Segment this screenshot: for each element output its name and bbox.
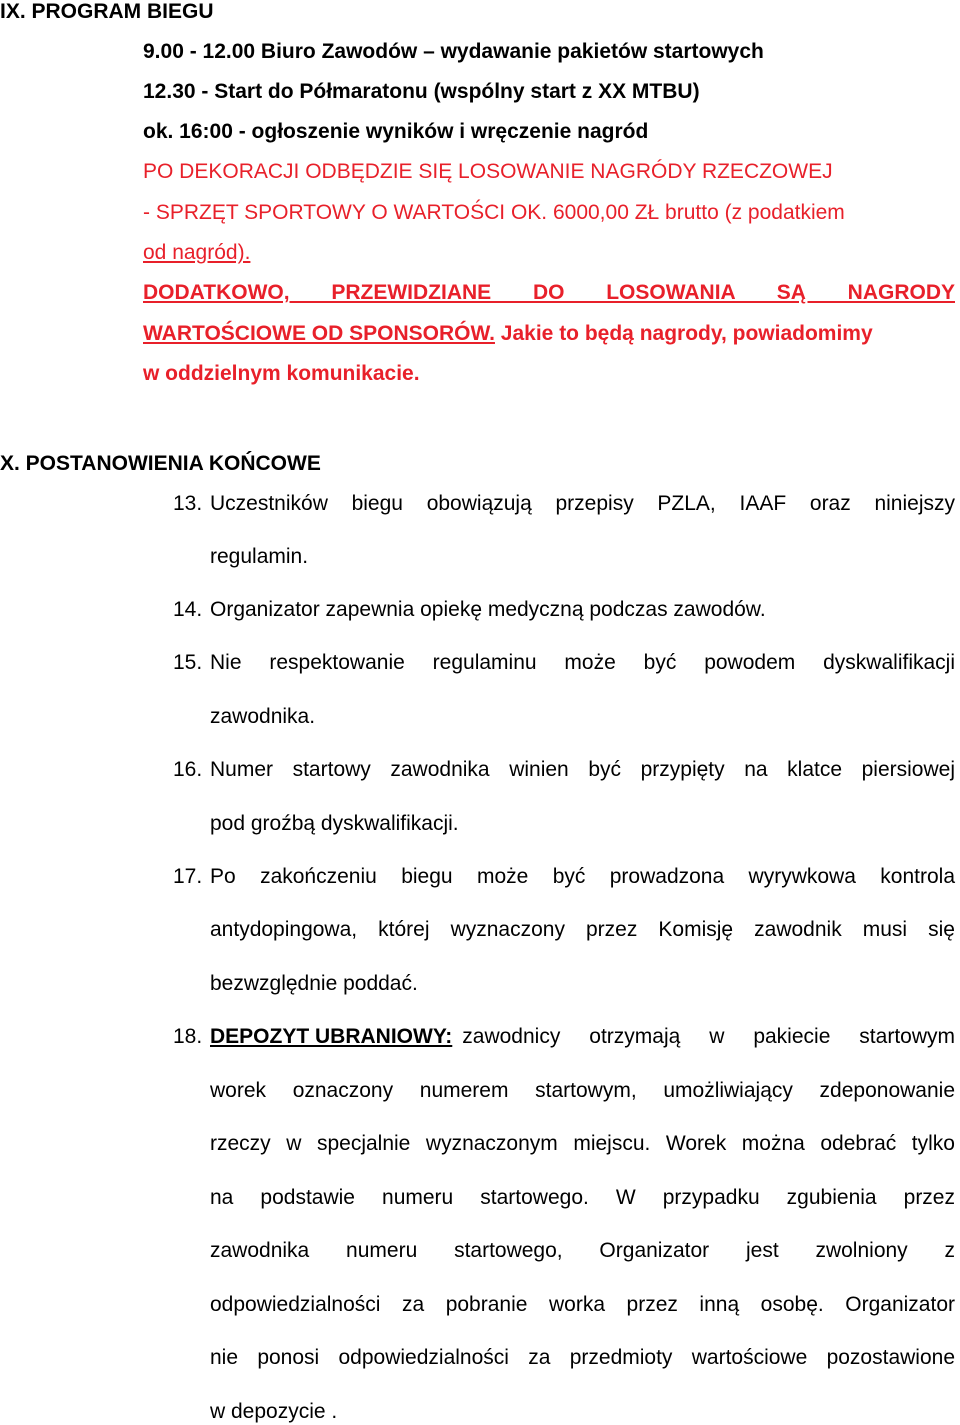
section-10-title: X. POSTANOWIENIA KOŃCOWE xyxy=(0,452,321,475)
item-14-line-1: Organizator zapewnia opiekę medyczną podczas zawodów. xyxy=(210,598,766,621)
extra-prizes-line-2 xyxy=(143,321,873,347)
item-17-line-3: bezwzględnie poddać. xyxy=(210,972,418,995)
sponsors-text: WARTOŚCIOWE OD SPONSORÓW. xyxy=(143,322,495,345)
item-16-number: 16. xyxy=(173,758,203,781)
item-15-line-1: Nie respektowanie regulaminu może być powodem dyskwalifikacji xyxy=(210,651,955,674)
item-14-number: 14. xyxy=(173,598,203,621)
announce-text: Jakie to będą nagrody, powiadomimy xyxy=(494,322,873,345)
item-18-line-6: odpowiedzialności za pobranie worka przez inną osobę. Organizator xyxy=(210,1293,955,1316)
item-18-line-8: w depozycie . xyxy=(210,1400,338,1423)
item-18-line-2: worek oznaczony numerem startowym, umożliwiający zdeponowanie xyxy=(210,1079,955,1102)
item-15-number: 15. xyxy=(173,651,203,674)
schedule-line-2: 12.30 - Start do Półmaratonu (wspólny start z XX MTBU) xyxy=(143,80,700,103)
item-16-line-1: Numer startowy zawodnika winien być przypięty na klatce piersiowej xyxy=(210,758,955,781)
item-17-line-2: antydopingowa, której wyznaczony przez Komisję zawodnik musi się xyxy=(210,918,955,941)
item-18-line-5: zawodnika numeru startowego, Organizator jest zwolniony z xyxy=(210,1239,955,1262)
item-13-line-1: Uczestników biegu obowiązują przepisy PZLA, IAAF oraz niniejszy xyxy=(210,492,955,515)
extra-prizes-line-3: w oddzielnym komunikacie. xyxy=(143,362,420,385)
item-18-line-7: nie ponosi odpowiedzialności za przedmioty wartościowe pozostawione xyxy=(210,1346,955,1369)
item-18-line-4: na podstawie numeru startowego. W przypadku zgubienia przez xyxy=(210,1186,955,1209)
item-15-line-2: zawodnika. xyxy=(210,705,316,728)
item-18-line-1-text: zawodnicy otrzymają w pakiecie startowym xyxy=(462,1025,955,1048)
deposit-label: DEPOZYT UBRANIOWY: xyxy=(210,1025,453,1048)
item-17-number: 17. xyxy=(173,865,203,888)
lottery-line-2: - SPRZĘT SPORTOWY O WARTOŚCI OK. 6000,00 ZŁ brutto (z podatkiem xyxy=(143,201,845,224)
item-13-line-2: regulamin. xyxy=(210,545,309,568)
section-9-title: IX. PROGRAM BIEGU xyxy=(0,0,214,23)
schedule-line-1: 9.00 - 12.00 Biuro Zawodów – wydawanie pakietów startowych xyxy=(143,40,764,63)
lottery-line-3: od nagród). xyxy=(143,241,251,264)
item-18-number: 18. xyxy=(173,1025,203,1048)
item-17-line-1: Po zakończeniu biegu może być prowadzona wyrywkowa kontrola xyxy=(210,865,955,888)
extra-prizes-line-1: DODATKOWO, PRZEWIDZIANE DO LOSOWANIA SĄ NAGRODY xyxy=(143,281,955,304)
item-18-line-3: rzeczy w specjalnie wyznaczonym miejscu. Worek można odebrać tylko xyxy=(210,1132,955,1155)
item-18-line-1 xyxy=(210,1024,955,1050)
item-13-number: 13. xyxy=(173,492,203,515)
lottery-line-1: PO DEKORACJI ODBĘDZIE SIĘ LOSOWANIE NAGRÓDY RZECZOWEJ xyxy=(143,160,833,183)
schedule-line-3: ok. 16:00 - ogłoszenie wyników i wręczenie nagród xyxy=(143,120,649,143)
item-16-line-2: pod groźbą dyskwalifikacji. xyxy=(210,812,459,835)
